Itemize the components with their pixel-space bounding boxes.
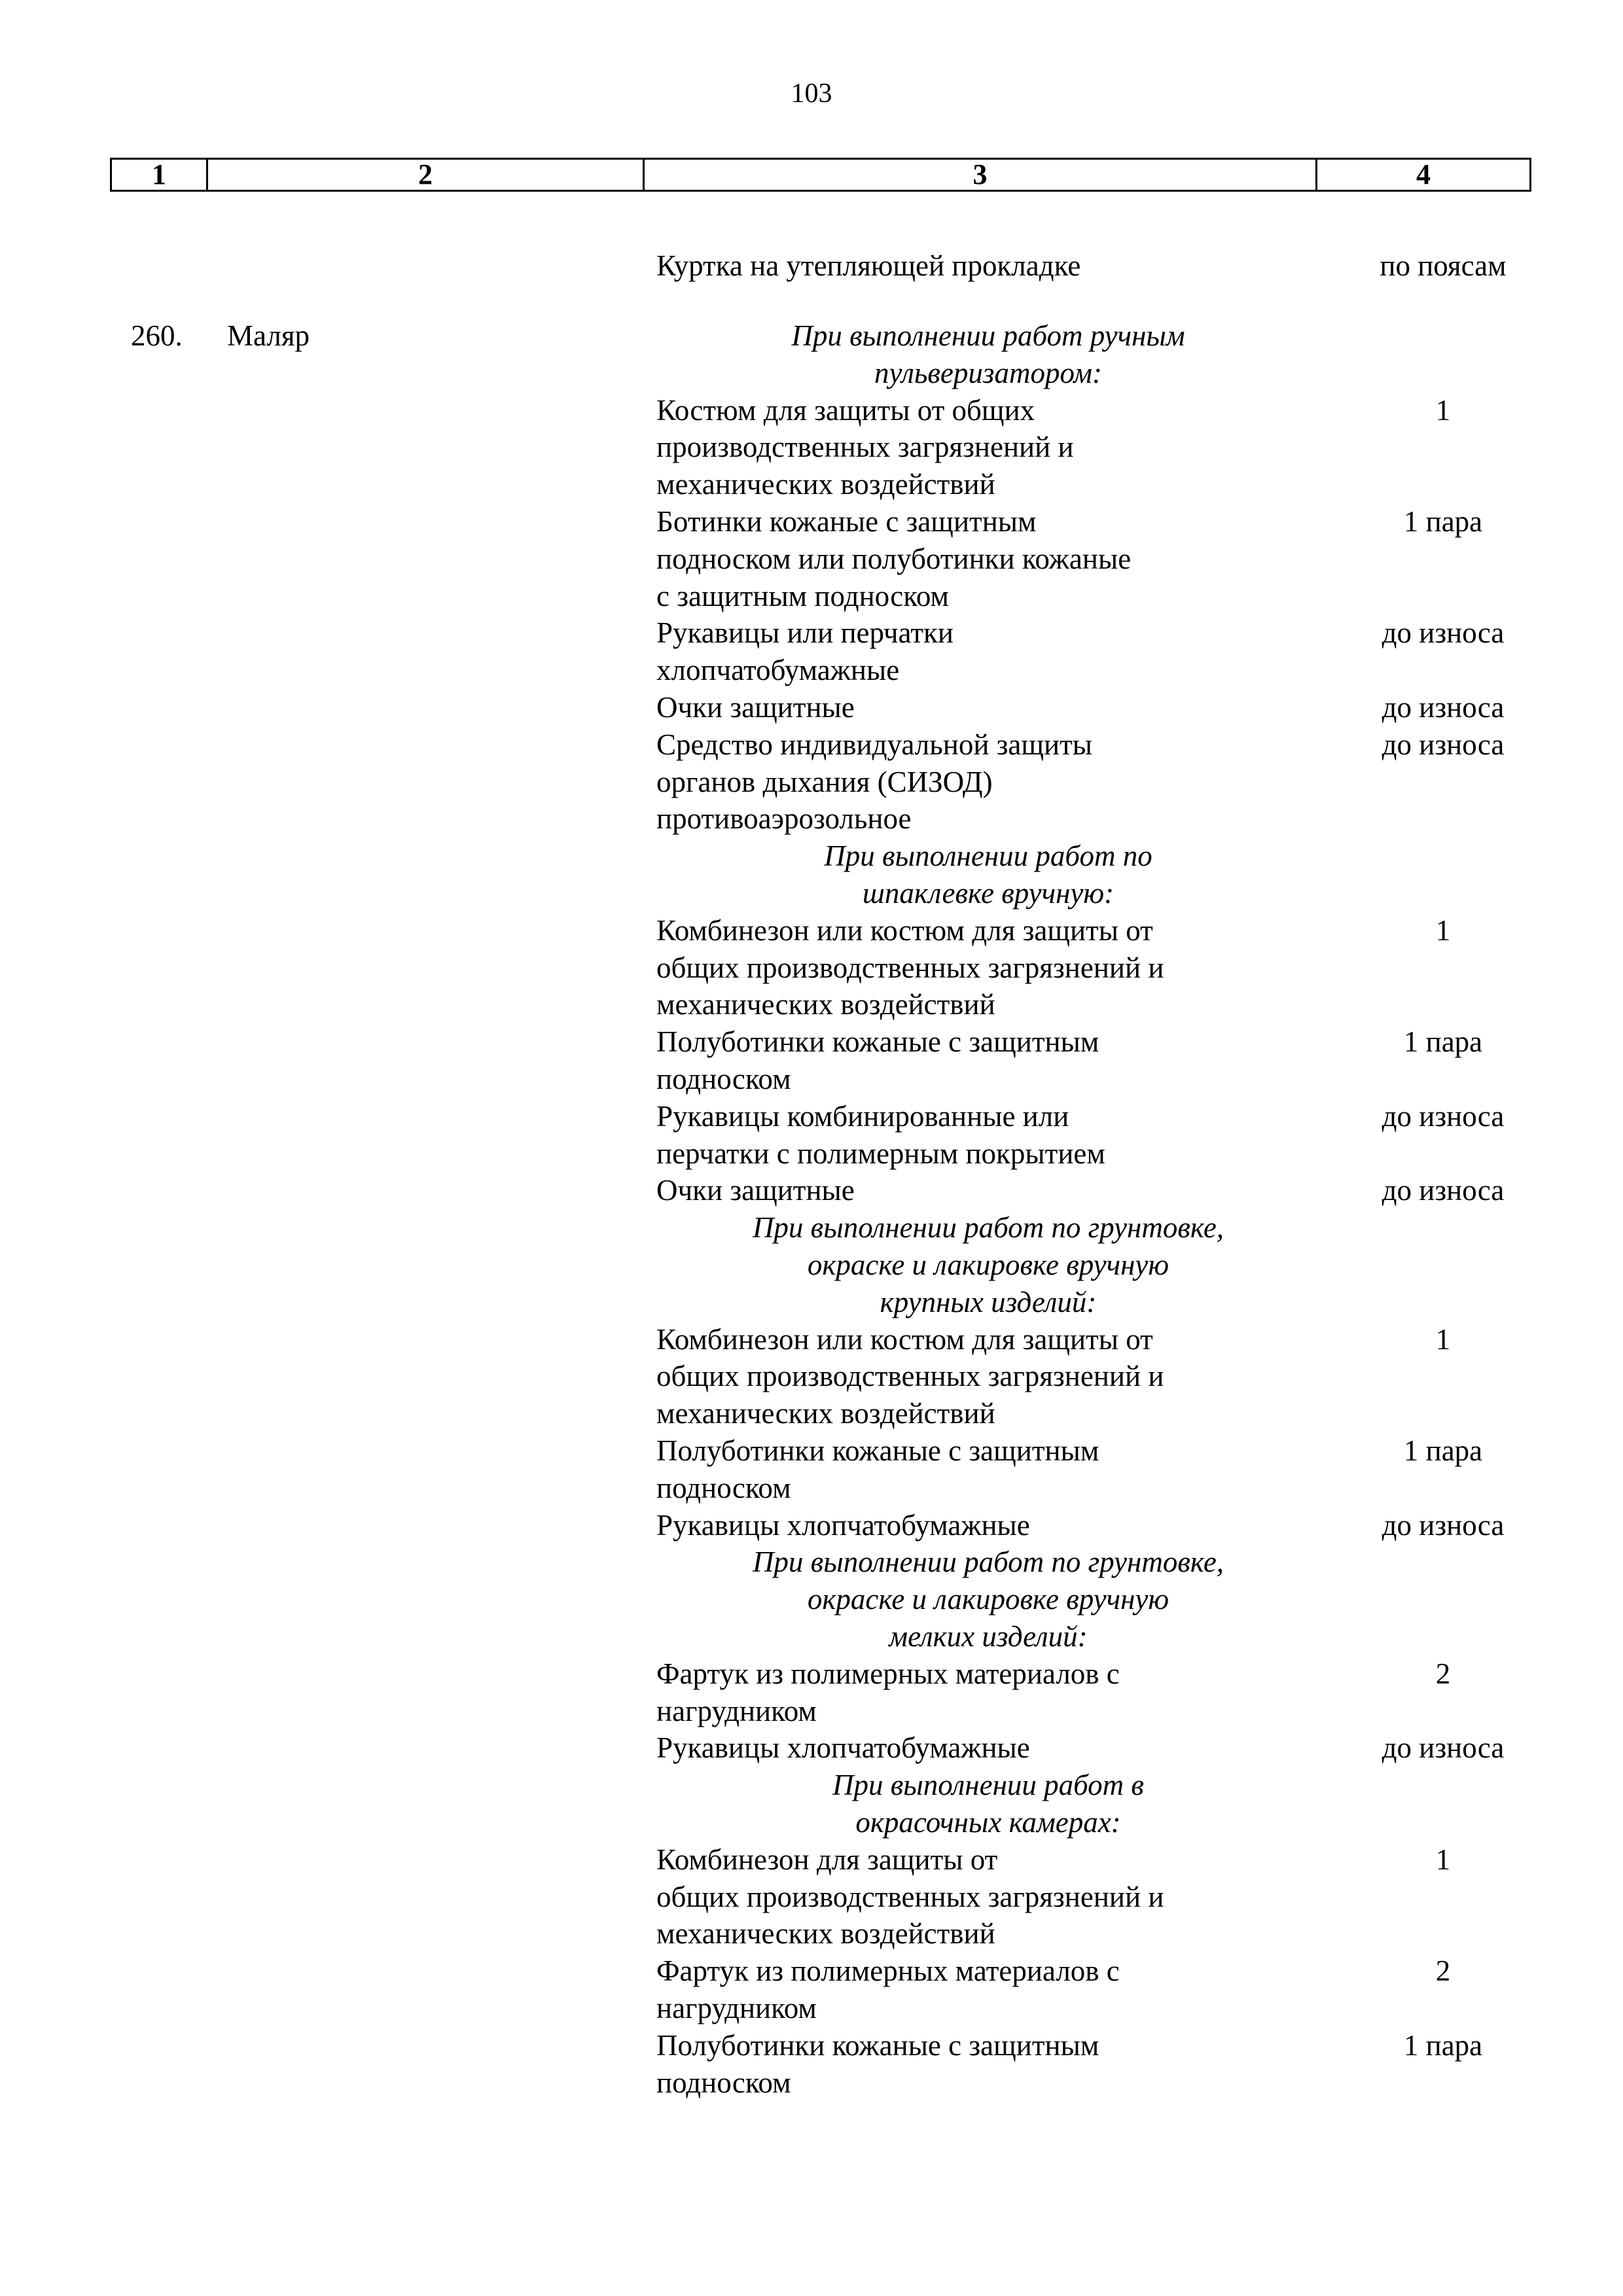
item-quantity: до износа [1382,691,1505,724]
work-condition-heading: При выполнении работ по грунтовке, [752,1211,1224,1244]
item-quantity: 1 [1435,1843,1451,1876]
work-condition-heading: При выполнении работ в [832,1769,1144,1801]
item-name: перчатки с полимерным покрытием [656,1137,1105,1170]
item-quantity: 1 [1435,394,1451,427]
item-name: Средство индивидуальной защиты [656,728,1093,761]
item-quantity: до износа [1382,616,1505,649]
item-name: Рукавицы хлопчатобумажные [656,1509,1030,1542]
work-condition-heading: шпаклевке вручную: [862,877,1115,910]
entry-number: 260. [131,319,183,352]
column-header-row [110,158,1531,192]
item-name: общих производственных загрязнений и [656,1360,1164,1392]
item-quantity: 1 пара [1403,505,1483,538]
item-quantity: 2 [1435,1954,1451,1987]
item-name: нагрудником [656,1992,817,2024]
item-name: Очки защитные [656,1174,855,1207]
work-condition-heading: При выполнении работ ручным [791,319,1185,352]
item-name: Полуботинки кожаные с защитным [656,1025,1099,1058]
work-condition-heading: крупных изделий: [880,1286,1097,1318]
work-condition-heading: окраске и лакировке вручную [807,1248,1169,1281]
column-header-3: 3 [643,160,1315,190]
item-name: подноском [656,2066,791,2099]
item-name: Очки защитные [656,691,855,724]
entry-profession: Маляр [227,319,310,352]
item-name: Ботинки кожаные с защитным [656,505,1037,538]
item-quantity: 1 пара [1403,1434,1483,1467]
item-name: Куртка на утепляющей прокладке [656,249,1081,282]
item-name: подноском [656,1472,791,1504]
item-quantity: до износа [1382,1509,1505,1542]
work-condition-heading: При выполнении работ по грунтовке, [752,1545,1224,1578]
work-condition-heading: При выполнении работ по [824,839,1152,872]
item-name: Комбинезон или костюм для защиты от [656,914,1153,947]
item-name: производственных загрязнений и [656,431,1074,463]
item-quantity: 1 пара [1403,2029,1483,2062]
item-quantity: до износа [1382,1100,1505,1133]
item-quantity: 1 пара [1403,1025,1483,1058]
item-name: механических воздействий [656,1917,995,1950]
work-condition-heading: окрасочных камерах: [855,1806,1121,1839]
item-quantity: 1 [1435,1323,1451,1356]
column-header-4: 4 [1315,160,1529,190]
page-number: 103 [791,79,832,109]
column-header-2: 2 [206,160,643,190]
item-quantity: до износа [1382,1731,1505,1764]
item-name: Рукавицы хлопчатобумажные [656,1731,1030,1764]
item-name: органов дыхания (СИЗОД) [656,766,993,798]
item-name: механических воздействий [656,988,995,1021]
item-quantity: 1 [1435,914,1451,947]
item-quantity: по поясам [1380,249,1507,282]
item-name: Комбинезон для защиты от [656,1843,998,1876]
item-name: подноском или полуботинки кожаные [656,542,1132,575]
item-name: противоаэрозольное [656,802,912,835]
item-name: Полуботинки кожаные с защитным [656,2029,1099,2062]
item-name: нагрудником [656,1695,817,1727]
item-name: подноском [656,1063,791,1095]
item-quantity: 2 [1435,1657,1451,1690]
item-name: Комбинезон или костюм для защиты от [656,1323,1153,1356]
column-header-1: 1 [152,158,166,190]
item-name: Фартук из полимерных материалов с [656,1657,1120,1690]
item-name: механических воздействий [656,1397,995,1430]
work-condition-heading: мелких изделий: [889,1620,1088,1653]
item-name: общих производственных загрязнений и [656,1881,1164,1913]
item-name: с защитным подноском [656,580,949,612]
work-condition-heading: пульверизатором: [874,357,1102,389]
item-name: механических воздействий [656,468,995,501]
item-name: общих производственных загрязнений и [656,951,1164,984]
item-quantity: до износа [1382,728,1505,761]
item-name: Рукавицы комбинированные или [656,1100,1069,1133]
item-name: Рукавицы или перчатки [656,616,954,649]
item-name: хлопчатобумажные [656,654,900,686]
item-quantity: до износа [1382,1174,1505,1207]
item-name: Полуботинки кожаные с защитным [656,1434,1099,1467]
item-name: Костюм для защиты от общих [656,394,1035,427]
item-name: Фартук из полимерных материалов с [656,1954,1120,1987]
work-condition-heading: окраске и лакировке вручную [807,1583,1169,1616]
